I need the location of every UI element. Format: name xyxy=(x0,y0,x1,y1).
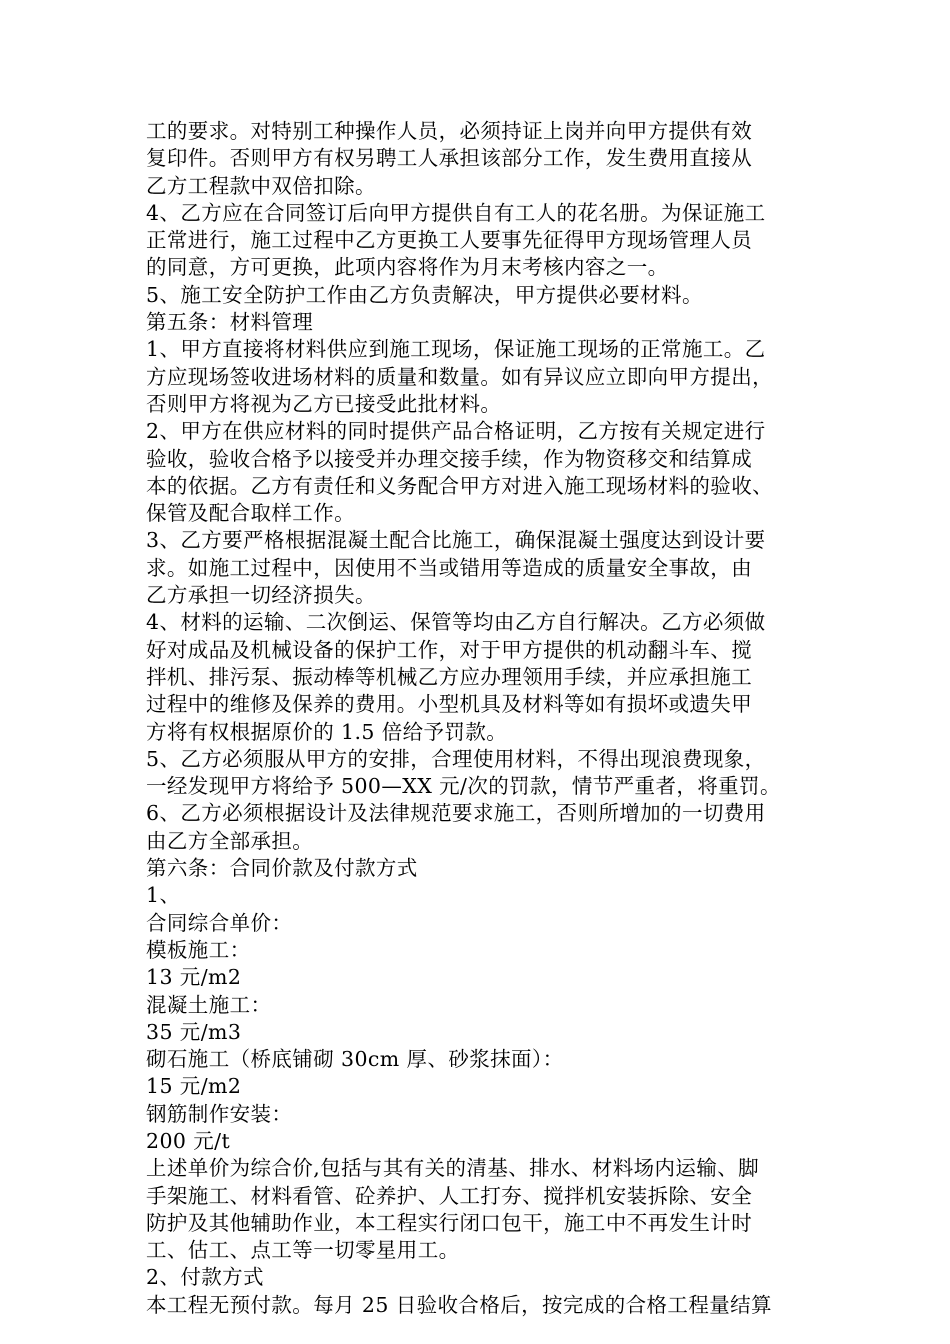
text-line: 一经发现甲方将给予 500—XX 元/次的罚款，情节严重者，将重罚。 xyxy=(146,774,781,799)
text-line: 1、 xyxy=(146,883,181,908)
text-line: 4、材料的运输、二次倒运、保管等均由乙方自行解决。乙方必须做 xyxy=(146,610,766,635)
text-line: 求。如施工过程中，因使用不当或错用等造成的质量安全事故，由 xyxy=(146,555,753,580)
text-line: 工的要求。对特别工种操作人员，必须持证上岗并向甲方提供有效 xyxy=(146,119,753,143)
text-line: 200 元/t xyxy=(146,1128,231,1153)
text-line: 好对成品及机械设备的保护工作，对于甲方提供的机动翻斗车、搅 xyxy=(146,637,753,662)
text-line: 否则甲方将视为乙方已接受此批材料。 xyxy=(146,391,502,416)
text-line: 过程中的维修及保养的费用。小型机具及材料等如有损坏或遗失甲 xyxy=(146,692,753,717)
text-line: 砌石施工（桥底铺砌 30cm 厚、砂浆抹面）： xyxy=(146,1047,564,1072)
text-line: 混凝土施工： xyxy=(146,992,272,1017)
text-line: 的同意，方可更换，此项内容将作为月末考核内容之一。 xyxy=(146,255,669,280)
text-line: 13 元/m2 xyxy=(146,965,242,990)
text-line: 工、估工、点工等一切零星用工。 xyxy=(146,1238,460,1263)
text-line: 35 元/m3 xyxy=(146,1019,242,1044)
text-line: 1、甲方直接将材料供应到施工现场，保证施工现场的正常施工。乙 xyxy=(146,337,766,362)
text-line: 上述单价为综合价,包括与其有关的清基、排水、材料场内运输、脚 xyxy=(146,1156,760,1181)
text-line: 6、乙方必须根据设计及法律规范要求施工，否则所增加的一切费用 xyxy=(146,801,766,826)
text-line: 验收，验收合格予以接受并办理交接手续，作为物资移交和结算成 xyxy=(146,446,753,471)
text-line: 本工程无预付款。每月 25 日验收合格后，按完成的合格工程量结算 xyxy=(146,1292,772,1317)
section-heading: 第六条：合同价款及付款方式 xyxy=(146,856,418,881)
text-line: 由乙方全部承担。 xyxy=(146,828,314,853)
text-line: 3、乙方要严格根据混凝土配合比施工，确保混凝土强度达到设计要 xyxy=(146,528,766,553)
text-line: 方将有权根据原价的 1.5 倍给予罚款。 xyxy=(146,719,508,744)
text-line: 4、乙方应在合同签订后向甲方提供自有工人的花名册。为保证施工 xyxy=(146,200,766,225)
text-line: 复印件。否则甲方有权另聘工人承担该部分工作，发生费用直接从 xyxy=(146,146,753,171)
text-line: 钢筋制作安装： xyxy=(146,1101,293,1126)
text-line: 15 元/m2 xyxy=(146,1074,242,1099)
text-line: 乙方工程款中双倍扣除。 xyxy=(146,173,376,198)
text-line: 保管及配合取样工作。 xyxy=(146,501,355,526)
text-line: 合同综合单价： xyxy=(146,910,293,935)
text-line: 模板施工： xyxy=(146,937,251,962)
text-line: 正常进行，施工过程中乙方更换工人要事先征得甲方现场管理人员 xyxy=(146,228,753,253)
text-line: 乙方承担一切经济损失。 xyxy=(146,583,376,608)
document-body xyxy=(146,118,806,1319)
text-line: 手架施工、材料看管、砼养护、人工打夯、搅拌机安装拆除、安全 xyxy=(146,1183,753,1208)
text-line: 方应现场签收进场材料的质量和数量。如有异议应立即向甲方提出， xyxy=(146,364,773,389)
text-line: 防护及其他辅助作业，本工程实行闭口包干，施工中不再发生计时 xyxy=(146,1210,753,1235)
section-heading: 第五条：材料管理 xyxy=(146,310,314,335)
text-line: 本的依据。乙方有责任和义务配合甲方对进入施工现场材料的验收、 xyxy=(146,473,773,498)
text-line: 拌机、排污泵、振动棒等机械乙方应办理领用手续，并应承担施工 xyxy=(146,664,753,689)
text-line: 5、施工安全防护工作由乙方负责解决，甲方提供必要材料。 xyxy=(146,282,703,307)
text-line: 2、付款方式 xyxy=(146,1265,264,1290)
text-line: 2、甲方在供应材料的同时提供产品合格证明，乙方按有关规定进行 xyxy=(146,419,766,444)
text-line: 5、乙方必须服从甲方的安排，合理使用材料，不得出现浪费现象， xyxy=(146,746,766,771)
